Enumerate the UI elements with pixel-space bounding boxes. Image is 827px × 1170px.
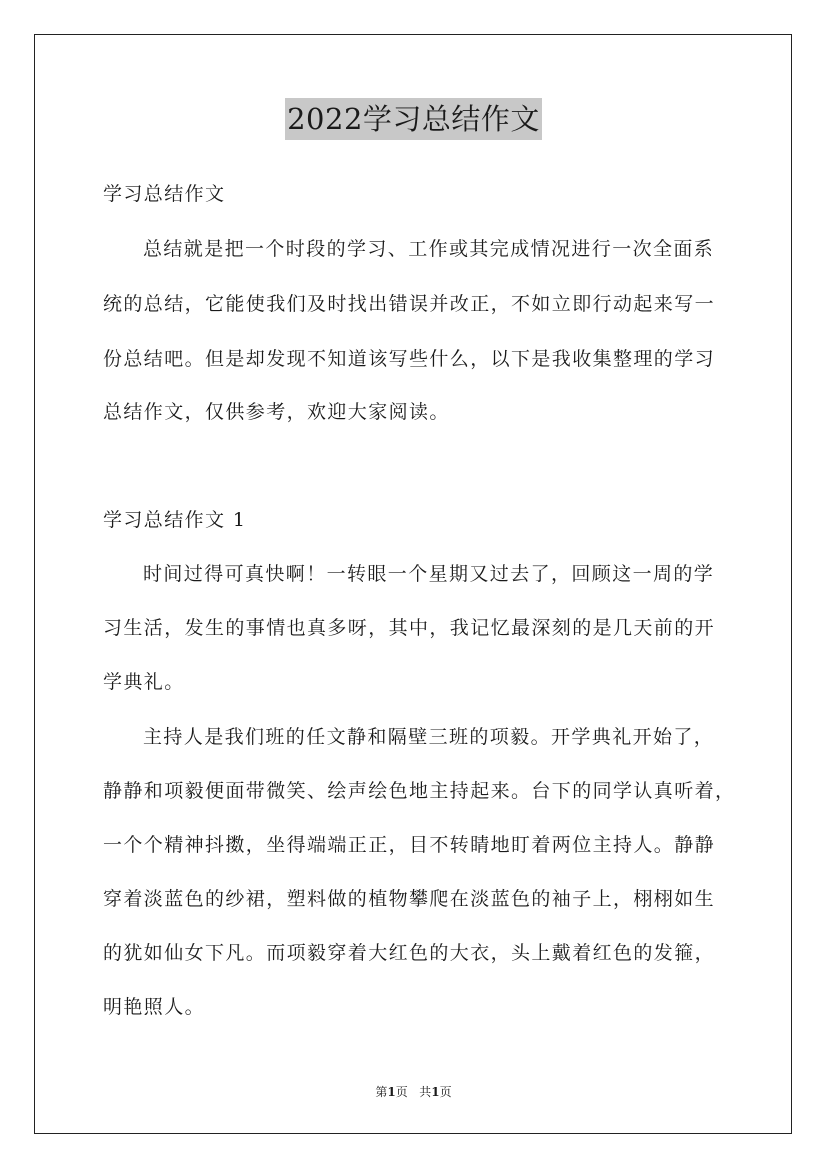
intro-line: 份总结吧。但是却发现不知道该写些什么，以下是我收集整理的学习 bbox=[103, 348, 716, 370]
paragraph-line: 学典礼。 bbox=[103, 671, 185, 693]
paragraph-line: 穿着淡蓝色的纱裙，塑料做的植物攀爬在淡蓝色的袖子上，栩栩如生 bbox=[103, 888, 716, 910]
paragraph-line: 习生活，发生的事情也真多呀，其中，我记忆最深刻的是几天前的开 bbox=[103, 617, 716, 639]
title-container bbox=[0, 98, 827, 140]
paragraph-line: 主持人是我们班的任文静和隔壁三班的项毅。开学典礼开始了， bbox=[143, 726, 715, 748]
intro-line: 总结就是把一个时段的学习、工作或其完成情况进行一次全面系 bbox=[143, 238, 715, 260]
paragraph-line: 明艳照人。 bbox=[103, 996, 206, 1018]
paragraph-line: 时间过得可真快啊！一转眼一个星期又过去了，回顾这一周的学 bbox=[143, 563, 715, 585]
intro-heading: 学习总结作文 bbox=[103, 183, 226, 205]
intro-line: 总结作文，仅供参考，欢迎大家阅读。 bbox=[103, 401, 450, 423]
document-title: 2022学习总结作文 bbox=[285, 98, 542, 140]
page-suffix: 页 bbox=[395, 1085, 408, 1099]
total-suffix: 页 bbox=[439, 1085, 452, 1099]
total-number: 1 bbox=[431, 1085, 440, 1099]
total-prefix: 共 bbox=[419, 1085, 432, 1099]
page-number: 1 bbox=[387, 1085, 396, 1099]
page-prefix: 第 bbox=[375, 1085, 388, 1099]
intro-line: 统的总结，它能使我们及时找出错误并改正，不如立即行动起来写一 bbox=[103, 293, 716, 315]
paragraph-line: 静静和项毅便面带微笑、绘声绘色地主持起来。台下的同学认真听着， bbox=[103, 780, 736, 802]
page-footer bbox=[0, 1084, 827, 1100]
section-heading: 学习总结作文 1 bbox=[103, 509, 247, 531]
paragraph-line: 的犹如仙女下凡。而项毅穿着大红色的大衣，头上戴着红色的发箍， bbox=[103, 942, 716, 964]
paragraph-line: 一个个精神抖擞，坐得端端正正，目不转睛地盯着两位主持人。静静 bbox=[103, 834, 716, 856]
